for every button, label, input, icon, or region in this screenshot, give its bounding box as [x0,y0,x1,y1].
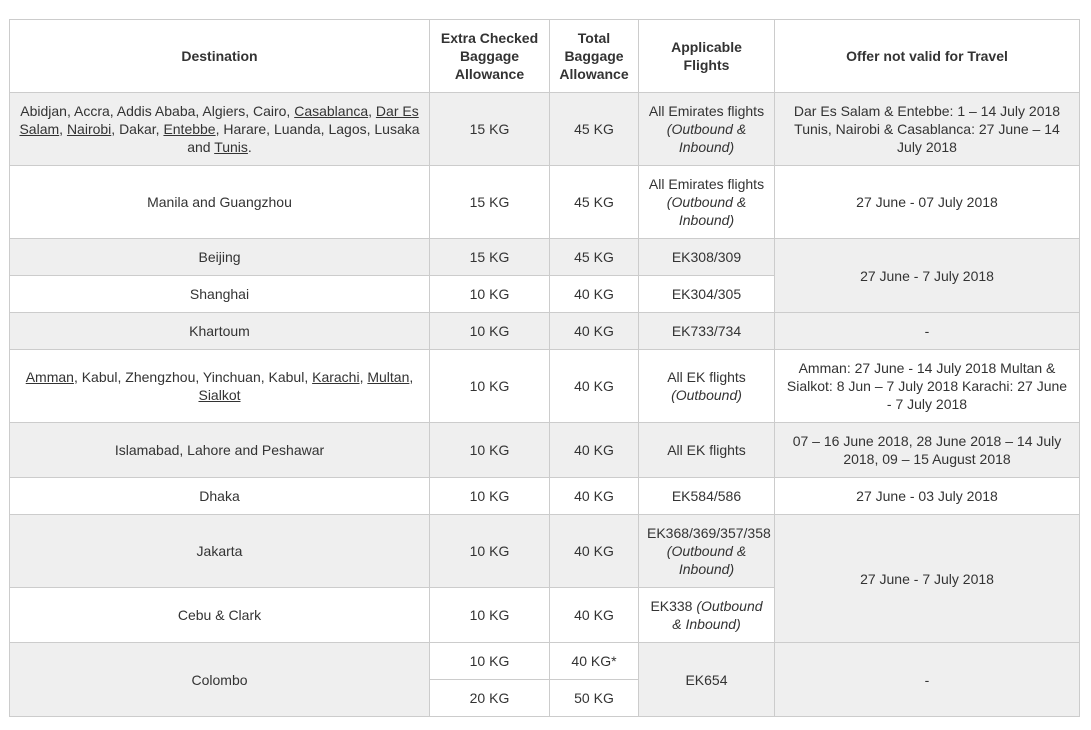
offer-cell: 27 June - 7 July 2018 [775,515,1080,643]
total-baggage-cell: 40 KG [550,350,639,423]
header-total-baggage: Total Baggage Allowance [550,20,639,93]
flights-cell: EK338 (Outbound & Inbound) [639,588,775,643]
destination-cell: Dhaka [10,478,430,515]
extra-baggage-cell: 10 KG [430,276,550,313]
flights-cell: All Emirates flights (Outbound & Inbound) [639,166,775,239]
total-baggage-cell: 40 KG [550,515,639,588]
destination-cell: Jakarta [10,515,430,588]
extra-baggage-cell: 10 KG [430,350,550,423]
total-baggage-cell: 45 KG [550,239,639,276]
extra-baggage-cell: 10 KG [430,478,550,515]
offer-cell: 07 – 16 June 2018, 28 June 2018 – 14 July 2018, 09 – 15 August 2018 [775,423,1080,478]
extra-baggage-cell: 10 KG [430,588,550,643]
table-row [10,515,1080,588]
header-applicable-flights: Applicable Flights [639,20,775,93]
destination-link-sialkot[interactable]: Sialkot [198,387,241,403]
total-baggage-cell: 40 KG [550,276,639,313]
flights-cell: All EK flights (Outbound) [639,350,775,423]
destination-cell: Manila and Guangzhou [10,166,430,239]
total-baggage-cell: 40 KG* [550,643,639,680]
extra-baggage-cell: 15 KG [430,93,550,166]
destination-link-amman[interactable]: Amman [25,369,74,385]
destination-link-karachi[interactable]: Karachi [312,369,360,385]
destination-link-tunis[interactable]: Tunis [214,139,248,155]
offer-cell: 27 June - 7 July 2018 [775,239,1080,313]
destination-link-entebbe[interactable]: Entebbe [163,121,216,137]
offer-cell: Amman: 27 June - 14 July 2018 Multan & Sialkot: 8 Jun – 7 July 2018 Karachi: 27 June - 7 July 2018 [775,350,1080,423]
table-row [10,239,1080,276]
table-row [10,166,1080,239]
total-baggage-cell: 40 KG [550,423,639,478]
destination-cell: Shanghai [10,276,430,313]
offer-cell: Dar Es Salam & Entebbe: 1 – 14 July 2018 Tunis, Nairobi & Casablanca: 27 June – 14 July 2018 [775,93,1080,166]
extra-baggage-cell: 15 KG [430,239,550,276]
extra-baggage-cell: 10 KG [430,313,550,350]
extra-baggage-cell: 10 KG [430,423,550,478]
offer-cell: - [775,313,1080,350]
table-row [10,313,1080,350]
flights-cell: EK304/305 [639,276,775,313]
table-row [10,350,1080,423]
destination-link-multan[interactable]: Multan [367,369,410,385]
extra-baggage-cell: 15 KG [430,166,550,239]
offer-cell: - [775,643,1080,717]
total-baggage-cell: 40 KG [550,588,639,643]
destination-cell: Abidjan, Accra, Addis Ababa, Algiers, Cairo, Casablanca, Dar Es Salam, Nairobi, Dakar, Entebbe, Harare, Luanda, Lagos, Lusaka and Tunis. [10,93,430,166]
destination-link-dar-es-salam[interactable]: Dar Es Salam [19,103,419,137]
destination-cell: Amman, Kabul, Zhengzhou, Yinchuan, Kabul, Karachi, Multan, Sialkot [10,350,430,423]
extra-baggage-cell: 10 KG [430,515,550,588]
flights-cell: EK654 [639,643,775,717]
table-row [10,423,1080,478]
flights-cell: EK368/369/357/358 (Outbound & Inbound) [639,515,775,588]
total-baggage-cell: 45 KG [550,166,639,239]
header-extra-baggage: Extra Checked Baggage Allowance [430,20,550,93]
offer-cell: 27 June - 07 July 2018 [775,166,1080,239]
flights-cell: EK733/734 [639,313,775,350]
total-baggage-cell: 50 KG [550,680,639,717]
destination-cell: Colombo [10,643,430,717]
header-row [10,20,1080,93]
table-row [10,643,1080,680]
destination-cell: Cebu & Clark [10,588,430,643]
offer-cell: 27 June - 03 July 2018 [775,478,1080,515]
destination-link-nairobi[interactable]: Nairobi [66,121,112,137]
extra-baggage-cell: 10 KG [430,643,550,680]
total-baggage-cell: 40 KG [550,313,639,350]
destination-cell: Beijing [10,239,430,276]
extra-baggage-cell: 20 KG [430,680,550,717]
destination-cell: Khartoum [10,313,430,350]
total-baggage-cell: 45 KG [550,93,639,166]
destination-link-casablanca[interactable]: Casablanca [294,103,369,119]
flights-cell: EK308/309 [639,239,775,276]
table-row [10,478,1080,515]
table-row [10,93,1080,166]
baggage-offer-table [9,19,1080,717]
flights-cell: All Emirates flights (Outbound & Inbound) [639,93,775,166]
header-destination: Destination [10,20,430,93]
destination-cell: Islamabad, Lahore and Peshawar [10,423,430,478]
flights-cell: All EK flights [639,423,775,478]
flights-cell: EK584/586 [639,478,775,515]
total-baggage-cell: 40 KG [550,478,639,515]
header-offer-not-valid: Offer not valid for Travel [775,20,1080,93]
